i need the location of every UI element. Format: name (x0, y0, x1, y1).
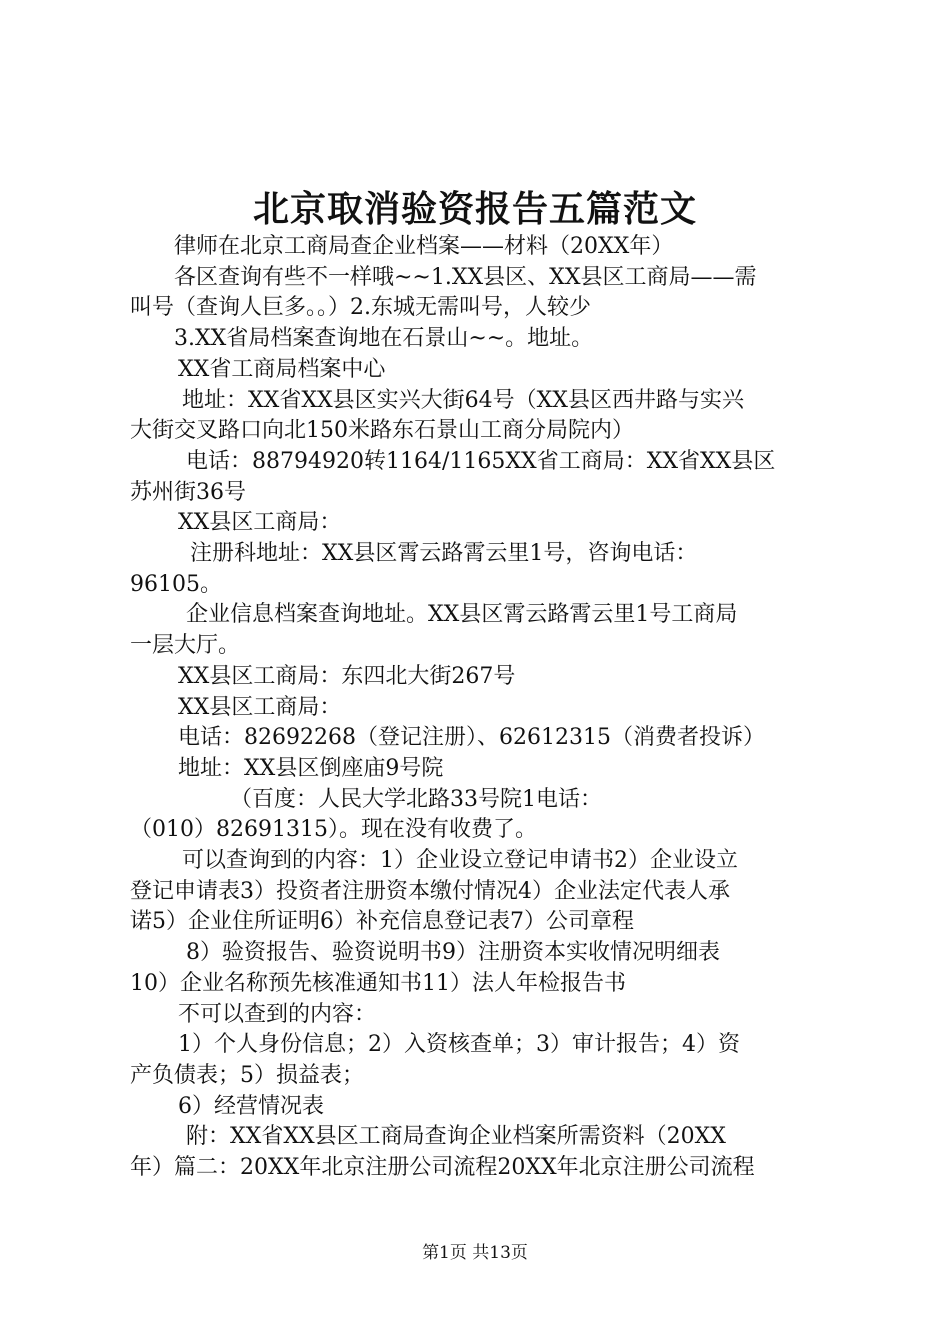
body-line: 8）验资报告、验资说明书9）注册资本实收情况明细表 (186, 940, 720, 966)
body-line: 地址：XX省XX县区实兴大街64号（XX县区西井路与实兴 (182, 387, 744, 413)
body-line: 6）经营情况表 (178, 1093, 324, 1119)
body-line: 大街交叉路口向北150米路东石景山工商分局院内） (130, 418, 634, 444)
document-body (130, 232, 830, 1184)
body-line: 1）个人身份信息；2）入资核查单；3）审计报告；4）资 (178, 1032, 740, 1058)
body-line: 10）企业名称预先核准通知书11）法人年检报告书 (130, 970, 626, 996)
body-line: 各区查询有些不一样哦~~1.XX县区、XX县区工商局——需 (174, 264, 757, 290)
body-line: XX县区工商局： (178, 510, 342, 536)
body-line: XX县区工商局：东四北大街267号 (178, 663, 516, 689)
body-line: （010）82691315）。现在没有收费了。 (130, 817, 537, 843)
body-line: 苏州街36号 (130, 479, 246, 505)
body-line: 叫号（查询人巨多。。）2.东城无需叫号，人较少 (130, 295, 591, 321)
body-line: 年）篇二：20XX年北京注册公司流程20XX年北京注册公司流程 (130, 1155, 755, 1181)
page-footer: 第1页 共13页 (422, 1243, 528, 1263)
body-line: 可以查询到的内容：1）企业设立登记申请书2）企业设立 (182, 848, 738, 874)
body-line: 企业信息档案查询地址。XX县区霄云路霄云里1号工商局 (186, 602, 738, 628)
body-line: 诺5）企业住所证明6）补充信息登记表7）公司章程 (130, 909, 634, 935)
body-line: 一层大厅。 (130, 633, 241, 659)
body-line: （百度：人民大学北路33号院1电话： (230, 786, 602, 812)
body-line: 注册科地址：XX县区霄云路霄云里1号，咨询电话： (190, 541, 698, 567)
body-line: 登记申请表3）投资者注册资本缴付情况4）企业法定代表人承 (130, 878, 730, 904)
body-line: 电话：82692268（登记注册）、62612315（消费者投诉） (178, 725, 765, 751)
body-line: 产负债表；5）损益表； (130, 1062, 364, 1088)
body-line: 3.XX省局档案查询地在石景山~~。地址。 (174, 326, 594, 352)
body-line: XX县区工商局： (178, 694, 342, 720)
document-title: 北京取消验资报告五篇范文 (252, 188, 697, 230)
body-line: 附：XX省XX县区工商局查询企业档案所需资料（20XX (186, 1124, 726, 1150)
body-line: 不可以查到的内容： (178, 1001, 377, 1027)
body-line: XX省工商局档案中心 (178, 356, 386, 382)
body-line: 96105。 (130, 571, 222, 597)
body-line: 地址：XX县区倒座庙9号院 (178, 755, 444, 781)
body-line: 电话：88794920转1164/1165XX省工商局：XX省XX县区 (186, 448, 776, 474)
body-line: 律师在北京工商局查企业档案——材料（20XX年） (174, 234, 674, 259)
